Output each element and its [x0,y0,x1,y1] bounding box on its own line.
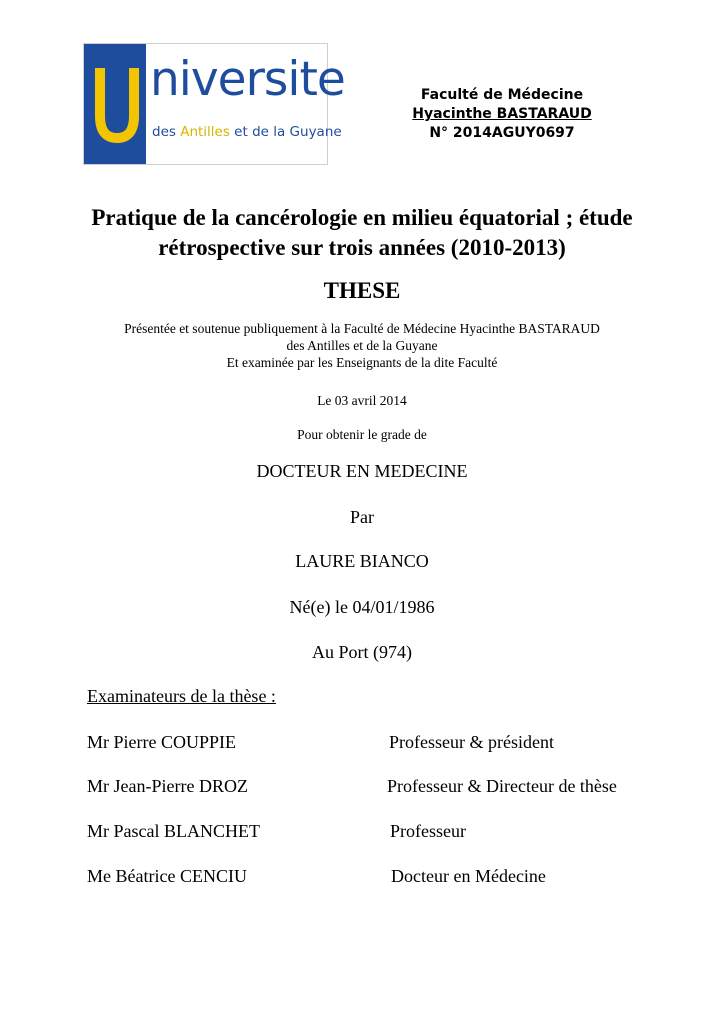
university-logo [83,43,345,165]
thesis-label: THESE [323,278,401,303]
birth-place: Au Port (974) [312,642,412,662]
thesis-title [0,203,724,263]
thesis-title-line-1: Pratique de la cancérologie en milieu équatorial ; étude [91,205,633,230]
birth-date: Né(e) le 04/01/1986 [289,597,435,617]
faculty-name: Faculté de Médecine [420,87,584,103]
presentation-line-2: des Antilles et de la Guyane [286,338,438,353]
presentation-statement [0,320,724,371]
examiner-name: Mr Pascal BLANCHET [87,821,260,841]
logo-wordmark: niversite [150,52,345,107]
by-label: Par [350,507,374,527]
thesis-number: N° 2014AGUY0697 [429,125,575,141]
examiner-role: Professeur [390,821,466,841]
examiner-role: Professeur & président [389,732,554,752]
presentation-line-3: Et examinée par les Enseignants de la dite Faculté [226,355,498,370]
examiner-role: Professeur & Directeur de thèse [387,776,617,796]
defense-date: Le 03 avril 2014 [317,393,407,408]
degree-title: DOCTEUR EN MEDECINE [256,461,468,481]
logo-u-letter-icon [92,66,142,144]
examiner-role: Docteur en Médecine [391,866,546,886]
presentation-line-1: Présentée et soutenue publiquement à la Faculté de Médecine Hyacinthe BASTARAUD [124,321,600,336]
thesis-title-line-2: rétrospective sur trois années (2010-2013) [158,235,566,260]
logo-subtitle: des Antilles et de la Guyane [152,124,342,140]
faculty-header [382,86,622,143]
examiners-heading: Examinateurs de la thèse : [87,686,276,706]
author-name: LAURE BIANCO [295,551,429,571]
examiner-name: Me Béatrice CENCIU [87,866,247,886]
examiner-name: Mr Jean-Pierre DROZ [87,776,248,796]
faculty-patron: Hyacinthe BASTARAUD [412,106,592,122]
examiner-name: Mr Pierre COUPPIE [87,732,236,752]
purpose-statement: Pour obtenir le grade de [297,427,427,442]
